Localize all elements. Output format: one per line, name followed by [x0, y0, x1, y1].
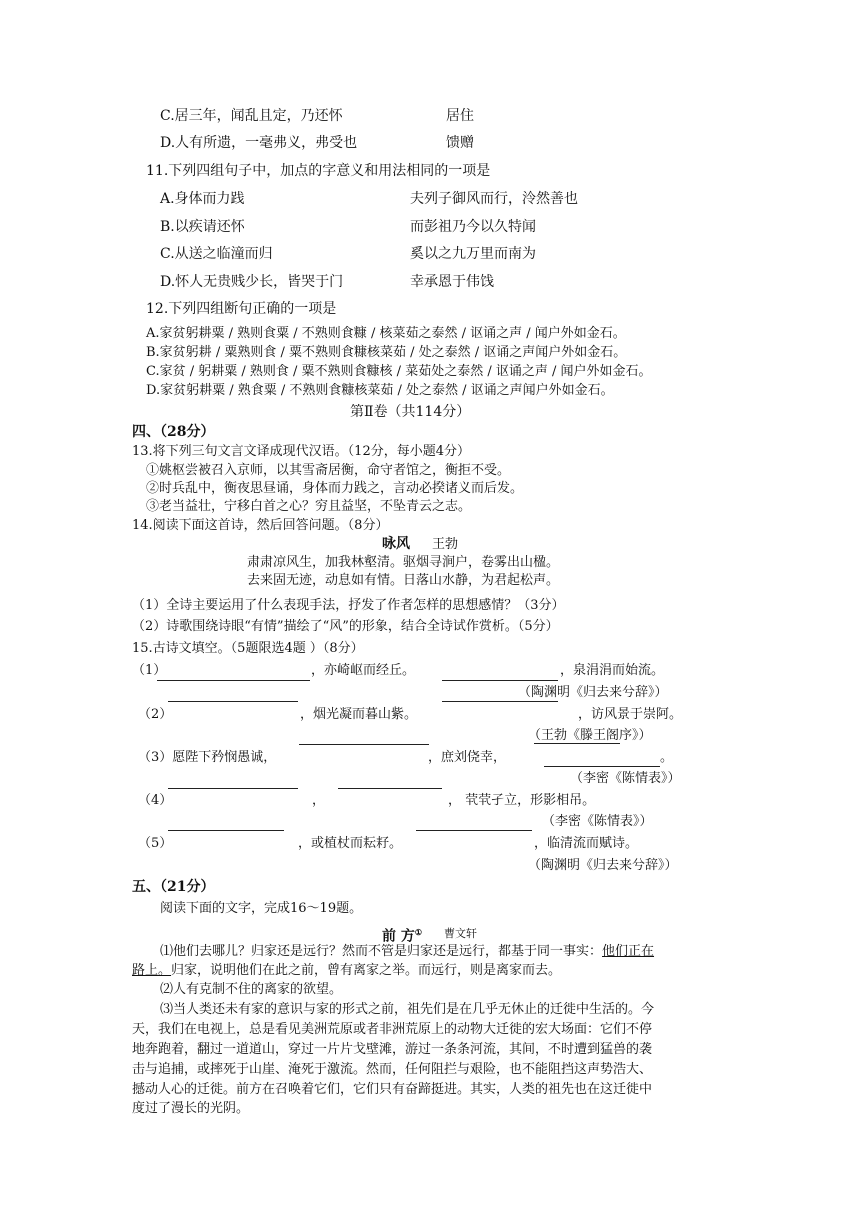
q11-option-d-pair: 幸承恩于伟饯: [410, 274, 494, 290]
q10-option-d-gloss: 馈赠: [446, 135, 474, 151]
para-3-line-6: 度过了漫长的光阴。: [132, 1101, 250, 1116]
para-3-line-1: ⑶当人类还未有家的意识与家的形式之前，祖先们是在几乎无休止的迁徙中生活的。今: [160, 1002, 655, 1017]
section-five-heading: 五、（21分）: [132, 879, 215, 895]
reading-intro: 阅读下面的文字，完成16～19题。: [160, 901, 363, 916]
poem-author: 王勃: [432, 537, 459, 552]
fill-4-blank-a[interactable]: [168, 788, 298, 789]
fill-2-text-b: ，访风景于崇阿。: [578, 707, 683, 722]
para-1-line-1: [160, 943, 654, 961]
q12-option-c: C.家贫 / 躬耕粟 / 熟则食 / 粟不熟则食糠核 / 菜茹处之泰然 / 讴诵之声 / 闻户外如金石。: [146, 364, 652, 379]
fill-5-blank-a[interactable]: [168, 830, 284, 831]
article-title-footnote: ①: [414, 927, 423, 937]
para-3-line-4: 击与追捕，或摔死于山崖、淹死于激流。然而，任何阻拦与艰险，也不能阻挡这声势浩大、: [132, 1062, 653, 1077]
fill-4-number: （4）: [138, 793, 173, 808]
fill-2-source: （王勃《滕王阁序》）: [528, 728, 652, 743]
q15-stem: 15.古诗文填空。（5题限选4题 ）（8分）: [132, 641, 364, 656]
fill-1-number: （1）: [132, 663, 167, 678]
fill-3-number: （3）愿陛下矜悯愚诚，: [138, 750, 277, 765]
para-3-line-2: 天，我们在电视上，总是看见美洲荒原或者非洲荒原上的动物大迁徙的宏大场面：它们不停: [132, 1022, 653, 1037]
para-1-underlined-a: 他们正在: [602, 944, 655, 959]
section-four-heading: 四、（28分）: [132, 424, 215, 440]
q13-sentence-3: ③老当益壮，宁移白首之心？穷且益坚，不坠青云之志。: [146, 499, 472, 514]
fill-3-text-a: ，庶刘侥幸，: [428, 750, 507, 765]
fill-5-source: （陶渊明《归去来兮辞》）: [528, 858, 678, 873]
fill-3-blank-b[interactable]: [544, 766, 660, 767]
para-3-line-3: 地奔跑着，翻过一道道山，穿过一片片戈壁滩，游过一条条河流，其间，不时遭到猛兽的袭: [132, 1042, 653, 1057]
q14-part-1: （1）全诗主要运用了什么表现手法，抒发了作者怎样的思想感情？（3分）: [132, 598, 565, 613]
fill-4-text-a: ，: [312, 793, 326, 808]
fill-1-text-a: ，亦崎岖而经丘。: [311, 663, 416, 678]
q12-option-d: D.家贫躬耕粟 / 熟食粟 / 不熟则食糠核菜茹 / 处之泰然 / 讴诵之声闻户外如金石。: [146, 383, 614, 398]
q11-option-d: D.怀人无贵贱少长，皆哭于门: [160, 274, 344, 290]
q14-stem: 14.阅读下面这首诗，然后回答问题。（8分）: [132, 518, 389, 533]
fill-1-text-b: ，泉涓涓而始流。: [560, 663, 665, 678]
fill-2-number: （2）: [138, 707, 173, 722]
para-3-line-5: 撼动人心的迁徙。前方在召唤着它们，它们只有奋蹄挺进。其实，人类的祖先也在这迁徙中: [132, 1082, 653, 1097]
q12-stem: 12.下列四组断句正确的一项是: [146, 301, 337, 317]
fill-3-end: 。: [660, 750, 674, 765]
fill-4-text-b: ， 茕茕孑立，形影相吊。: [448, 793, 596, 808]
q10-option-c-gloss: 居住: [446, 108, 474, 124]
para-1-underlined-b: 路上。: [132, 963, 172, 978]
q11-option-b: B.以疾请还怀: [160, 219, 245, 235]
q13-stem: 13.将下列三句文言文译成现代汉语。（12分，每小题4分）: [132, 444, 470, 459]
q12-option-a: A.家贫躬耕粟 / 熟则食粟 / 不熟则食糠 / 核菜茹之泰然 / 讴诵之声 / 闻户外如金石。: [146, 326, 626, 341]
para-1-text-b: 归家，说明他们在此之前，曾有离家之举。而远行，则是离家而去。: [171, 963, 562, 978]
poem-title: 咏风: [382, 536, 410, 552]
q11-stem: 11.下列四组句子中，加点的字意义和用法相同的一项是: [146, 163, 491, 179]
fill-4-source: （李密《陈情表》）: [542, 814, 653, 829]
q13-sentence-1: ①姚枢尝被召入京师，以其雪斋居衡，命守者馆之，衡拒不受。: [146, 463, 511, 478]
fill-5-text-a: ，或植杖而耘耔。: [298, 836, 403, 851]
poem-line-2: 去来固无迹，动息如有情。日落山水静，为君起松声。: [247, 573, 560, 588]
article-author: 曹文轩: [444, 927, 477, 940]
article-title-text: 前 方: [382, 928, 415, 945]
para-1-text-a: ⑴他们去哪儿？归家还是远行？然而不管是归家还是远行，都基于同一事实：: [160, 944, 603, 959]
q13-sentence-2: ②时兵乱中，衡夜思昼诵，身体而力践之，言动必揆诸义而后发。: [146, 481, 524, 496]
q11-option-a-pair: 夫列子御风而行，泠然善也: [410, 191, 578, 207]
volume-two-heading: 第Ⅱ卷（共114分）: [350, 404, 471, 420]
fill-3-source: （李密《陈情表》）: [570, 771, 681, 786]
q11-option-c-pair: 奚以之九万里而南为: [410, 246, 536, 262]
q10-option-c: C.居三年，闻乱且定，乃还怀: [160, 108, 343, 124]
q11-option-a: A.身体而力践: [160, 191, 245, 207]
q10-option-d: D.人有所遗，一毫弗义，弗受也: [160, 135, 358, 151]
poem-line-1: 肃肃凉风生，加我林壑清。驱烟寻涧户，卷雾出山楹。: [247, 555, 560, 570]
fill-1-blank-a[interactable]: [157, 680, 310, 681]
fill-5-number: （5）: [138, 836, 173, 851]
fill-3-blank-a[interactable]: [299, 744, 429, 745]
fill-5-blank-b[interactable]: [416, 830, 532, 831]
fill-1-source: （陶渊明《归去来兮辞》）: [518, 685, 668, 700]
para-2: ⑵人有克制不住的离家的欲望。: [160, 982, 343, 997]
fill-5-text-b: ，临清流而赋诗。: [534, 836, 639, 851]
fill-4-blank-b[interactable]: [338, 788, 442, 789]
q14-part-2: （2）诗歌围绕诗眼“有情”描绘了“风”的形象，结合全诗试作赏析。（5分）: [132, 619, 559, 634]
fill-1-blank-b[interactable]: [442, 680, 558, 681]
q12-option-b: B.家贫躬耕 / 粟熟则食 / 粟不熟则食糠核菜茹 / 处之泰然 / 讴诵之声闻户外如金石。: [146, 345, 627, 360]
fill-2-text-a: ，烟光凝而暮山紫。: [300, 707, 418, 722]
q11-option-c: C.从送之临潼而归: [160, 246, 273, 262]
fill-1-blank-c[interactable]: [168, 701, 298, 702]
para-1-line-2: [132, 962, 561, 980]
q11-option-b-pair: 而彭祖乃今以久特闻: [410, 219, 536, 235]
